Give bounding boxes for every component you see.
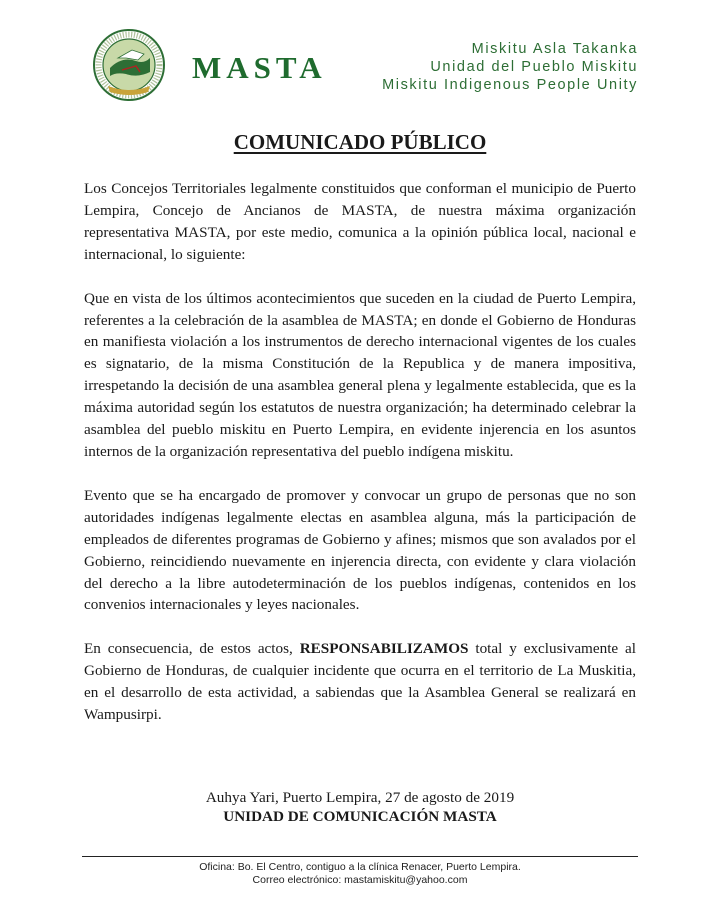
paragraph-organizers: Evento que se ha encargado de promover y convocar un grupo de personas que no son autoridades indígenas legalmente electas en asamblea alguna, más la participación de empleados de diferentes programas de Gobierno y afines; mismos que son avalados por el Gobierno, reincidiendo nuevamente en injerencia directa, con evidente y clara violación del derecho a la libre autodeterminación de los pueblos indígenas, contenidos en los convenios internacionales y leyes nacionales. (84, 486, 636, 614)
document-title: COMUNICADO PÚBLICO (233, 130, 487, 154)
footer-divider (82, 856, 638, 857)
conclusion-emphasis: RESPONSABILIZAMOS (299, 640, 469, 658)
letterhead (0, 0, 720, 110)
office-address: Oficina: Bo. El Centro, contiguo a la clínica Renacer, Puerto Lempira. (199, 861, 521, 873)
signing-unit: UNIDAD DE COMUNICACIÓN MASTA (223, 808, 497, 825)
paragraph-intro: Los Concejos Territoriales legalmente constituidos que conforman el municipio de Puerto Lempira, Concejo de Ancianos de MASTA, de nuestra máxima organización representativa MASTA, por este medio, comunica a la opinión pública local, nacional e internacional, lo siguiente: (84, 180, 636, 263)
paragraph-conclusion (84, 638, 636, 726)
masta-seal-icon (92, 28, 166, 102)
conclusion-lead: En consecuencia, de estos actos, (84, 640, 300, 658)
brand-name: MASTA (192, 50, 327, 85)
signature-block (0, 788, 720, 826)
tag-line-spanish: Unidad del Pueblo Miskitu (430, 59, 638, 75)
contact-email: Correo electrónico: mastamiskitu@yahoo.com (252, 874, 468, 886)
paragraph-events: Que en vista de los últimos acontecimientos que suceden en la ciudad de Puerto Lempira, referentes a la celebración de la asamblea de MASTA; en donde el Gobierno de Honduras en manifiesta violación a los instrumentos de derecho internacional vigentes de los cuales es signatario, de la misma Constitución de la Republica y de manera impositiva, irrespetando la decisión de una asamblea general plena y legalmente establecida, que es la máxima autoridad según los estatutos de nuestra organización; ha determinado celebrar la asamblea del pueblo miskitu en Puerto Lempira, en evidente injerencia en los asuntos internos de la organización representativa del pueblo indígena miskitu. (84, 289, 636, 460)
tag-lines (382, 40, 638, 94)
place-date: Auhya Yari, Puerto Lempira, 27 de agosto de 2019 (205, 789, 515, 806)
document-body (84, 178, 636, 748)
footer (0, 861, 720, 887)
tag-line-english: Miskitu Indigenous People Unity (382, 77, 638, 93)
conclusion-rest: total y exclusivamente al Gobierno de Honduras, de cualquier incidente que ocurra en el territorio de La Muskitia, en el desarrollo de esta actividad, a sabiendas que la Asamblea General se realizará en Wampusirpi. (84, 640, 636, 724)
tag-line-miskitu: Miskitu Asla Takanka (471, 41, 638, 57)
